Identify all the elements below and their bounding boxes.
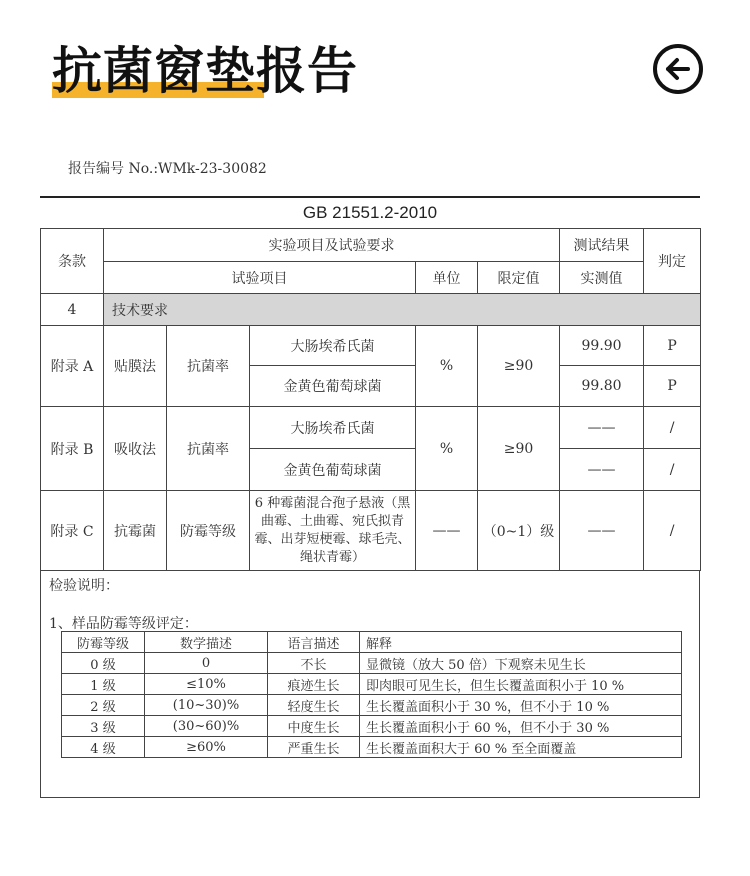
- grade-header-row: [62, 632, 682, 653]
- grade-header-cell: 解释: [360, 632, 682, 653]
- header-judge: 判定: [644, 229, 701, 294]
- row-a-judge-2: P: [644, 366, 701, 407]
- grade-cell: 生长覆盖面积小于 60 %，但不小于 30 %: [360, 716, 682, 737]
- row-a-indicator: 抗菌率: [167, 326, 250, 407]
- grade-cell: 4 级: [62, 737, 145, 758]
- row-c-description: 6 种霉菌混合孢子悬液（黑曲霉、土曲霉、宛氏拟青霉、出芽短梗霉、球毛壳、绳状青霉）: [250, 491, 416, 571]
- grade-cell: 显微镜（放大 50 倍）下观察未见生长: [360, 653, 682, 674]
- grade-cell: 严重生长: [268, 737, 360, 758]
- row-c-limit: （0~1）级: [478, 491, 560, 571]
- row-a-bacteria-1: 大肠埃希氏菌: [250, 326, 416, 366]
- row-b-indicator: 抗菌率: [167, 407, 250, 491]
- header-result: 测试结果: [560, 229, 644, 262]
- section-number: 4: [41, 294, 104, 326]
- header-clause: 条款: [41, 229, 104, 294]
- header-limit: 限定值: [478, 262, 560, 294]
- row-b-value-2: ——: [560, 449, 644, 491]
- row-b-bacteria-2: 金黄色葡萄球菌: [250, 449, 416, 491]
- grade-cell: 0 级: [62, 653, 145, 674]
- grade-cell: 0: [145, 653, 268, 674]
- standard-code: GB 21551.2-2010: [302, 203, 438, 222]
- row-a-method: 贴膜法: [104, 326, 167, 407]
- grade-cell: 1 级: [62, 674, 145, 695]
- row-c-method: 抗霉菌: [104, 491, 167, 571]
- grade-cell: 中度生长: [268, 716, 360, 737]
- grade-cell: 不长: [268, 653, 360, 674]
- row-b-clause: 附录 B: [41, 407, 104, 491]
- grade-cell: 痕迹生长: [268, 674, 360, 695]
- grade-cell: (10~30)%: [145, 695, 268, 716]
- grade-cell: 即肉眼可见生长，但生长覆盖面积小于 10 %: [360, 674, 682, 695]
- mold-grade-table: [61, 631, 682, 758]
- arrow-left-icon: [657, 48, 699, 90]
- header-test-item: 试验项目: [104, 262, 416, 294]
- page-header: [0, 0, 750, 120]
- grade-header-cell: 数学描述: [145, 632, 268, 653]
- section-label: 技术要求: [104, 294, 701, 326]
- row-c-clause: 附录 C: [41, 491, 104, 571]
- row-a-unit: %: [416, 326, 478, 407]
- grade-header-cell: 防霉等级: [62, 632, 145, 653]
- divider: [40, 196, 700, 198]
- row-a-value-1: 99.90: [560, 326, 644, 366]
- notes-title: 检验说明：: [49, 578, 119, 594]
- header-measured: 实测值: [560, 262, 644, 294]
- row-b-value-1: ——: [560, 407, 644, 449]
- inspection-notes: [40, 571, 700, 798]
- row-b-method: 吸收法: [104, 407, 167, 491]
- grade-cell: (30~60)%: [145, 716, 268, 737]
- grade-header-cell: 语言描述: [268, 632, 360, 653]
- grade-cell: 3 级: [62, 716, 145, 737]
- grade-cell: 生长覆盖面积大于 60 % 至全面覆盖: [360, 737, 682, 758]
- grade-cell: 轻度生长: [268, 695, 360, 716]
- row-a-limit: ≥90: [478, 326, 560, 407]
- notes-subtitle: 1、样品防霉等级评定：: [49, 616, 198, 632]
- row-a-judge-1: P: [644, 326, 701, 366]
- grade-row: [62, 695, 682, 716]
- title-wrap: [52, 38, 358, 104]
- row-b-limit: ≥90: [478, 407, 560, 491]
- header-items: 实验项目及试验要求: [104, 229, 560, 262]
- row-b-judge-2: /: [644, 449, 701, 491]
- row-b-judge-1: /: [644, 407, 701, 449]
- grade-cell: ≤10%: [145, 674, 268, 695]
- row-a-value-2: 99.80: [560, 366, 644, 407]
- grade-row: [62, 653, 682, 674]
- row-b-bacteria-1: 大肠埃希氏菌: [250, 407, 416, 449]
- grade-row: [62, 674, 682, 695]
- row-a-bacteria-2: 金黄色葡萄球菌: [250, 366, 416, 407]
- back-button[interactable]: [653, 44, 703, 94]
- results-table: [40, 228, 701, 571]
- report-number: 报告编号 No.:WMk-23-30082: [68, 161, 267, 177]
- grade-cell: 2 级: [62, 695, 145, 716]
- grade-cell: 生长覆盖面积小于 30 %，但不小于 10 %: [360, 695, 682, 716]
- grade-row: [62, 716, 682, 737]
- row-c-unit: ——: [416, 491, 478, 571]
- row-b-unit: %: [416, 407, 478, 491]
- grade-row: [62, 737, 682, 758]
- header-unit: 单位: [416, 262, 478, 294]
- page-title: 抗菌窗垫报告: [52, 42, 358, 100]
- row-c-value: ——: [560, 491, 644, 571]
- row-a-clause: 附录 A: [41, 326, 104, 407]
- row-c-indicator: 防霉等级: [167, 491, 250, 571]
- grade-cell: ≥60%: [145, 737, 268, 758]
- row-c-judge: /: [644, 491, 701, 571]
